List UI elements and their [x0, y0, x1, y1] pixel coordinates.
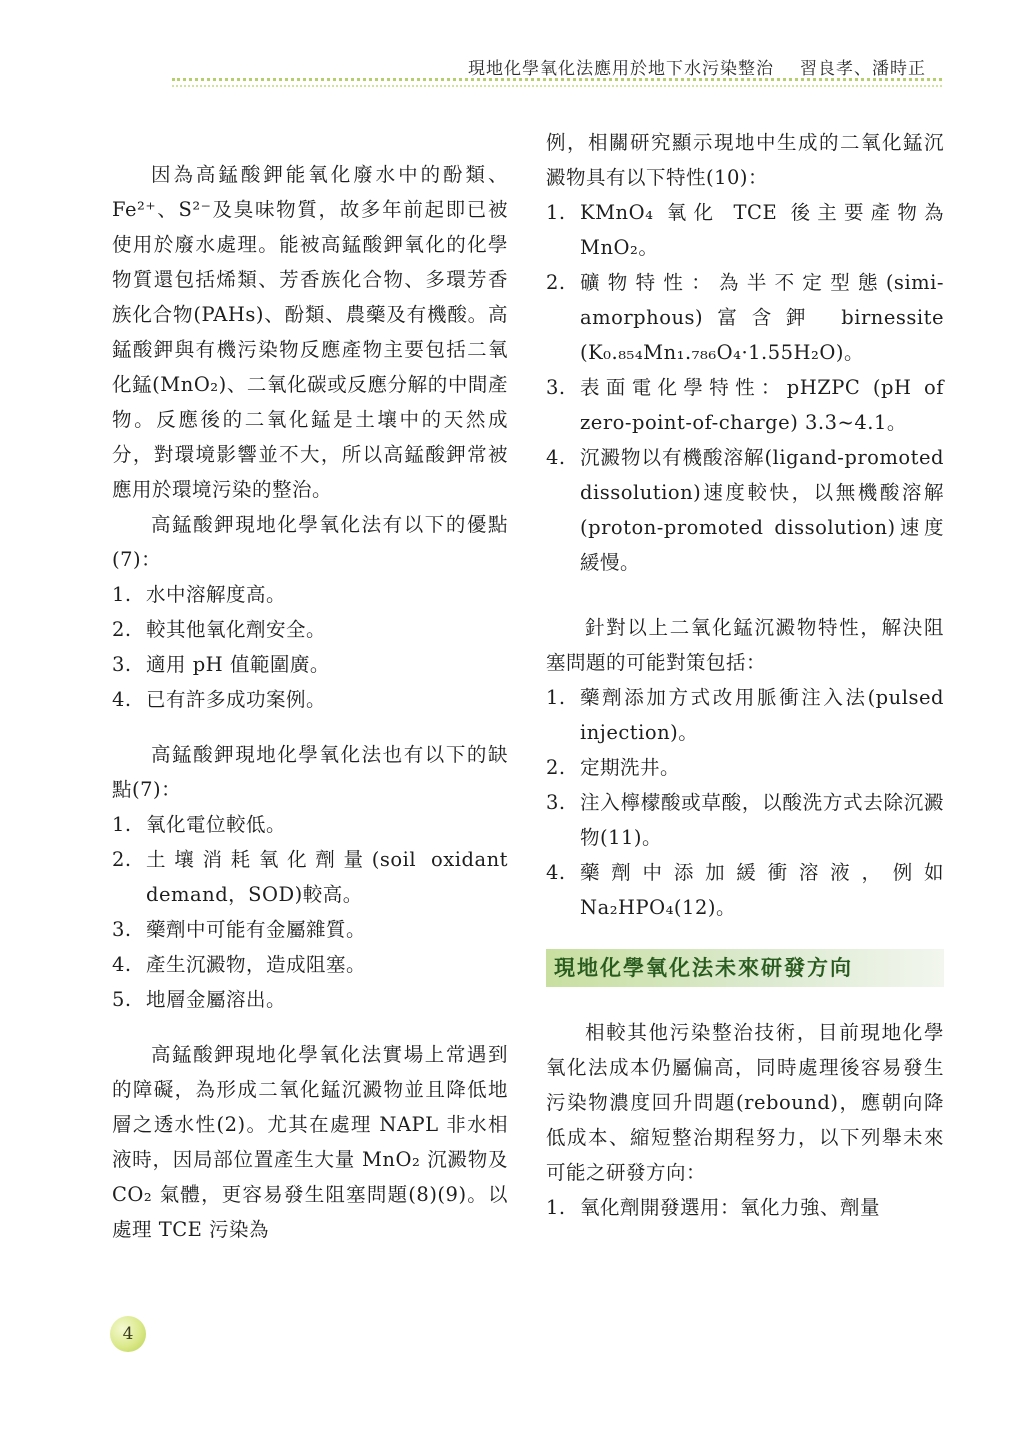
paragraph-disadvantages-intro: 高錳酸鉀現地化學氧化法也有以下的缺點(7)：: [112, 743, 508, 801]
paragraph-advantages-intro: 高錳酸鉀現地化學氧化法有以下的優點(7)：: [112, 513, 508, 571]
running-header: [468, 54, 926, 79]
solutions-list: [546, 680, 944, 925]
list-item: 1. 水中溶解度高。: [112, 583, 287, 606]
header-divider-secondary: [172, 85, 942, 87]
list-item: 3. 適用 pH 值範圍廣。: [112, 653, 330, 676]
paragraph-precipitate-characteristics-intro: 例，相關研究顯示現地中生成的二氧化錳沉澱物具有以下特性(10)：: [546, 131, 944, 189]
paragraph-permanganate-intro: 因為高錳酸鉀能氧化廢水中的酚類、Fe²⁺、S²⁻及臭味物質，故多年前起即已被使用於廢水處理。能被高錳酸鉀氧化的化學物質還包括烯類、芳香族化合物、多環芳香族化合物(PAHs)、酚類、農藥及有機酸。高錳酸鉀與有機污染物反應產物主要包括二氧化錳(MnO₂)、二氧化碳或反應分解的中間產物。反應後的二氧化錳是土壤中的天然成分，對環境影響並不大，所以高錳酸鉀常被應用於環境污染的整治。: [112, 163, 508, 501]
header-article-title: 現地化學氧化法應用於地下水污染整治: [468, 59, 774, 79]
paragraph-solutions-intro: 針對以上二氧化錳沉澱物特性，解決阻塞問題的可能對策包括：: [546, 616, 944, 674]
list-item: 2. 礦物特性：為半不定型態(simi-amorphous)富含鉀 birnessite (K₀.₈₅₄Mn₁.₇₈₆O₄·1.55H₂O)。: [546, 271, 944, 364]
right-column: [546, 125, 944, 1225]
list-item: 5. 地層金屬溶出。: [112, 988, 287, 1011]
list-item: 1. KMnO₄ 氧化 TCE 後主要產物為 MnO₂。: [546, 201, 944, 259]
list-item: 1. 氧化劑開發選用：氧化力強、劑量: [546, 1196, 881, 1219]
header-divider: [172, 78, 942, 81]
left-column: [112, 157, 508, 1247]
future-directions-list: [546, 1190, 944, 1225]
disadvantages-list: [112, 807, 508, 1017]
list-item: 4. 沉澱物以有機酸溶解(ligand-promoted dissolution)速度較快，以無機酸溶解(proton-promoted dissolution)速度緩慢。: [546, 446, 944, 574]
list-item: 1. 氧化電位較低。: [112, 813, 287, 836]
list-item: 2. 定期洗井。: [546, 756, 681, 779]
list-item: 3. 藥劑中可能有金屬雜質。: [112, 918, 367, 941]
list-item: 1. 藥劑添加方式改用脈衝注入法(pulsed injection)。: [546, 686, 944, 744]
list-item: 4. 已有許多成功案例。: [112, 688, 327, 711]
advantages-list: [112, 577, 508, 717]
characteristics-list: [546, 195, 944, 580]
header-authors: 習良孝、潘時正: [800, 59, 926, 79]
paragraph-field-obstacles: 高錳酸鉀現地化學氧化法實場上常遇到的障礙，為形成二氧化錳沉澱物並且降低地層之透水性(2)。尤其在處理 NAPL 非水相液時，因局部位置產生大量 MnO₂ 沉澱物及 CO₂ 氣體，更容易發生阻塞問題(8)(9)。以處理 TCE 污染為: [112, 1043, 508, 1241]
section-heading-future-research: 現地化學氧化法未來研發方向: [546, 949, 944, 987]
list-item: 3. 注入檸檬酸或草酸，以酸洗方式去除沉澱物(11)。: [546, 791, 944, 849]
list-item: 3. 表面電化學特性：pHZPC (pH of zero-point-of-charge) 3.3~4.1。: [546, 376, 944, 434]
list-item: 2. 土壤消耗氧化劑量(soil oxidant demand，SOD)較高。: [112, 848, 508, 906]
paragraph-future-research: 相較其他污染整治技術，目前現地化學氧化法成本仍屬偏高，同時處理後容易發生污染物濃度回升問題(rebound)，應朝向降低成本、縮短整治期程努力，以下列舉未來可能之研發方向：: [546, 1021, 944, 1184]
list-item: 2. 較其他氧化劑安全。: [112, 618, 327, 641]
page-number-badge: 4: [110, 1316, 146, 1352]
list-item: 4. 產生沉澱物，造成阻塞。: [112, 953, 367, 976]
list-item: 4. 藥劑中添加緩衝溶液，例如 Na₂HPO₄(12)。: [546, 861, 944, 919]
